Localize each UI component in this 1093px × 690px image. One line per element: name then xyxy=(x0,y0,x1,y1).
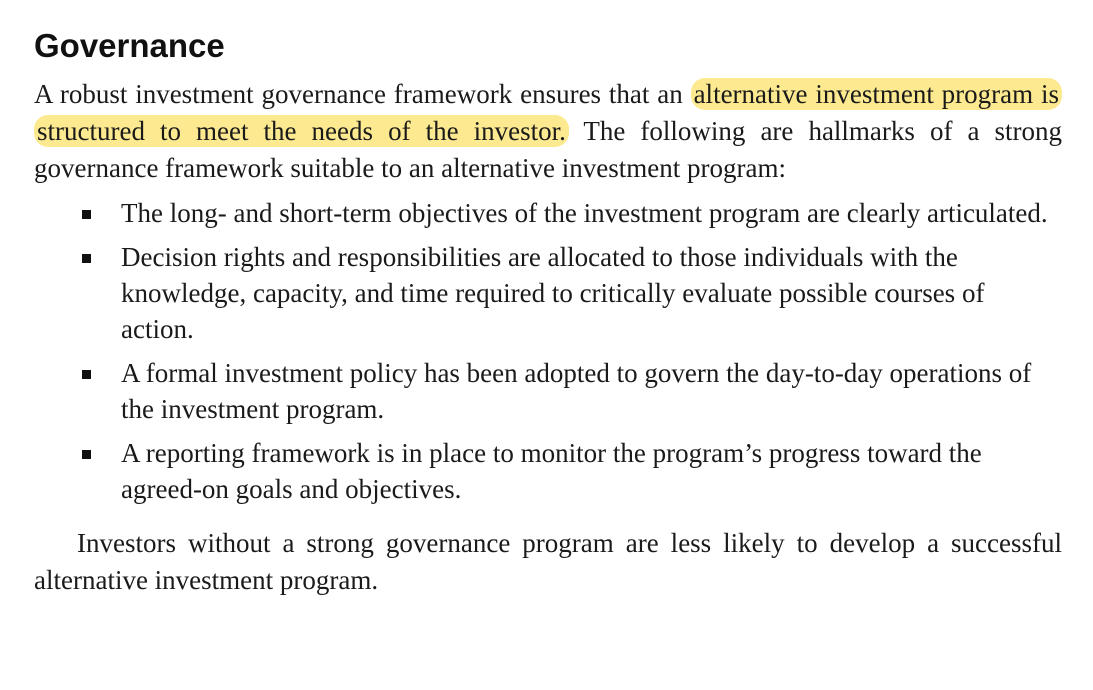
list-item-text: A reporting framework is in place to monitor the program’s progress toward the agreed-on goals and objectives. xyxy=(121,438,982,504)
list-item xyxy=(34,355,1062,427)
list-item-text: The long- and short-term objectives of the investment program are clearly articulated. xyxy=(121,198,1048,228)
list-item xyxy=(34,435,1062,507)
section-heading: Governance xyxy=(34,27,225,64)
square-bullet-icon xyxy=(82,210,91,219)
square-bullet-icon xyxy=(82,450,91,459)
square-bullet-icon xyxy=(82,254,91,263)
hallmarks-list xyxy=(34,195,1062,507)
intro-text-end: The following are hallmarks of a strong governance framework suitable to an alternative investment program: xyxy=(34,116,1062,183)
highlighted-text[interactable]: alternative investment program is structured to meet the needs of the investor. xyxy=(34,78,1062,147)
list-item xyxy=(34,239,1062,347)
intro-paragraph xyxy=(34,76,1062,187)
list-item xyxy=(34,195,1062,231)
document-page xyxy=(34,22,1062,599)
list-item-text: A formal investment policy has been adopted to govern the day-to-day operations of the investment program. xyxy=(121,358,1032,424)
intro-text-start: A robust investment governance framework ensures that an xyxy=(34,79,691,109)
square-bullet-icon xyxy=(82,370,91,379)
closing-paragraph: Investors without a strong governance program are less likely to develop a successful alternative investment program. xyxy=(34,528,1062,595)
list-item-text: Decision rights and responsibilities are allocated to those individuals with the knowledge, capacity, and time required to critically evaluate possible courses of action. xyxy=(121,242,985,344)
